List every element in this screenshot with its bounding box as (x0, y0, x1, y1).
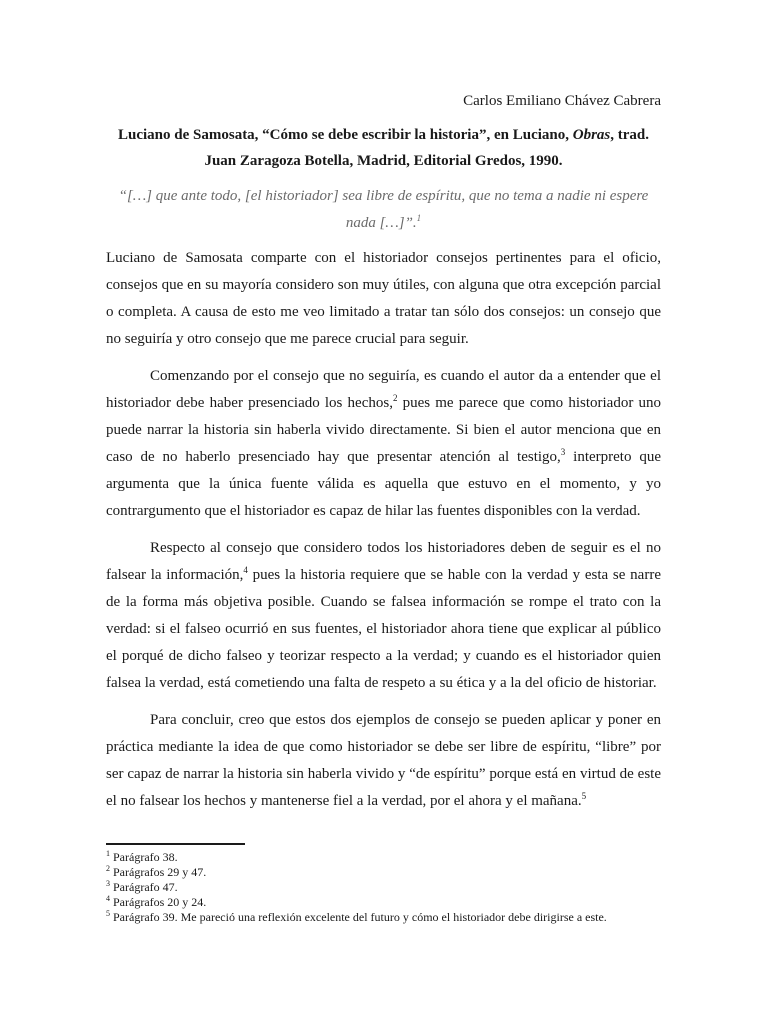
footnote-text: Parágrafo 38. (110, 850, 178, 864)
footnote-ref-4[interactable]: 4 (243, 565, 248, 575)
paragraph-4 (106, 707, 661, 815)
paragraph-1: Luciano de Samosata comparte con el historiador consejos pertinentes para el oficio, consejos que en su mayoría considero son muy útiles, con alguna que otra excepción parcial o completa. A causa de esto me veo limitado a tratar tan sólo dos consejos: un consejo que no seguiría y otro consejo que me parece crucial para seguir. (106, 250, 661, 347)
footnote-ref-3[interactable]: 3 (560, 447, 566, 457)
paragraph-2-part-b: pues me parece que como historiador uno puede narrar la historia sin haberla vivido directamente. Si bien el autor menciona que en caso de no haberlo presenciado hay que presentar atención al testigo, (106, 395, 661, 465)
footnote-ref-1[interactable]: 1 (416, 213, 422, 223)
paragraph-2 (106, 363, 661, 525)
footnote-item (106, 865, 661, 880)
epigraph-quote (106, 183, 661, 237)
epigraph-text: “[…] que ante todo, [el historiador] sea libre de espíritu, que no tema a nadie ni espere nada […]”. (118, 188, 649, 231)
footnote-item (106, 910, 661, 925)
document-page (106, 88, 661, 925)
paragraph-3 (106, 535, 661, 697)
author-name: Carlos Emiliano Chávez Cabrera (463, 93, 661, 109)
title-italic-work: Obras (572, 127, 611, 143)
footnote-ref-2[interactable]: 2 (392, 393, 398, 403)
footnote-text: Parágrafos 29 y 47. (110, 865, 207, 879)
paragraph-3-part-a: Respecto al consejo que considero todos los historiadores deben de seguir es el no falsear la información, (106, 540, 661, 583)
document-title (106, 122, 661, 174)
footnote-text: Parágrafos 20 y 24. (110, 895, 207, 909)
footnote-ref-5[interactable]: 5 (581, 791, 587, 801)
footnote-item (106, 895, 661, 910)
paragraph-2-part-c: interpreto que argumenta que la única fuente válida es aquella que estuvo en el momento, y yo contrargumento que el historiador es capaz de hilar las fuentes disponibles con la verdad. (106, 449, 662, 519)
paragraph-3-part-b: pues la historia requiere que se hable con la verdad y esta se narre de la forma más objetiva posible. Cuando se falsea información se rompe el trato con la verdad: si el falseo ocurrió en sus fuentes, el historiador ahora tiene que explicar al público el porqué de dicho falseo y teorizar respecto a la verdad; y cuando es el historiador quien falsea la verdad, está cometiendo una falta de respeto a su ética y a la del oficio de historiar. (106, 567, 661, 691)
footnote-text: Parágrafo 47. (110, 880, 178, 894)
footnote-number: 4 (106, 894, 110, 903)
footnote-item (106, 880, 661, 895)
footnote-text: Parágrafo 39. Me pareció una reflexión excelente del futuro y cómo el historiador debe dirigirse a este. (110, 910, 607, 924)
paragraph-2-part-a: Comenzando por el consejo que no seguiría, es cuando el autor da a entender que el historiador debe haber presenciado los hechos, (106, 368, 661, 411)
footnote-item (106, 850, 661, 865)
paragraph-4-text: Para concluir, creo que estos dos ejemplos de consejo se pueden aplicar y poner en práctica mediante la idea de que como historiador se debe ser libre de espíritu, “libre” por ser capaz de narrar la historia sin haberla vivido y “de espíritu” porque está en virtud de este el no falsear los hechos y mantenerse fiel a la verdad, por el ahora y el mañana. (106, 712, 661, 809)
footnote-separator (106, 843, 245, 845)
footnote-number: 3 (106, 879, 110, 888)
footnote-number: 5 (106, 909, 110, 918)
title-part-2: , trad. Juan Zaragoza Botella, Madrid, Editorial Gredos, 1990. (204, 127, 649, 169)
footnotes-list (106, 850, 661, 925)
title-part-1: Luciano de Samosata, “Cómo se debe escribir la historia”, en Luciano, (118, 127, 573, 143)
footnote-number: 1 (106, 849, 110, 858)
footnote-number: 2 (106, 864, 110, 873)
